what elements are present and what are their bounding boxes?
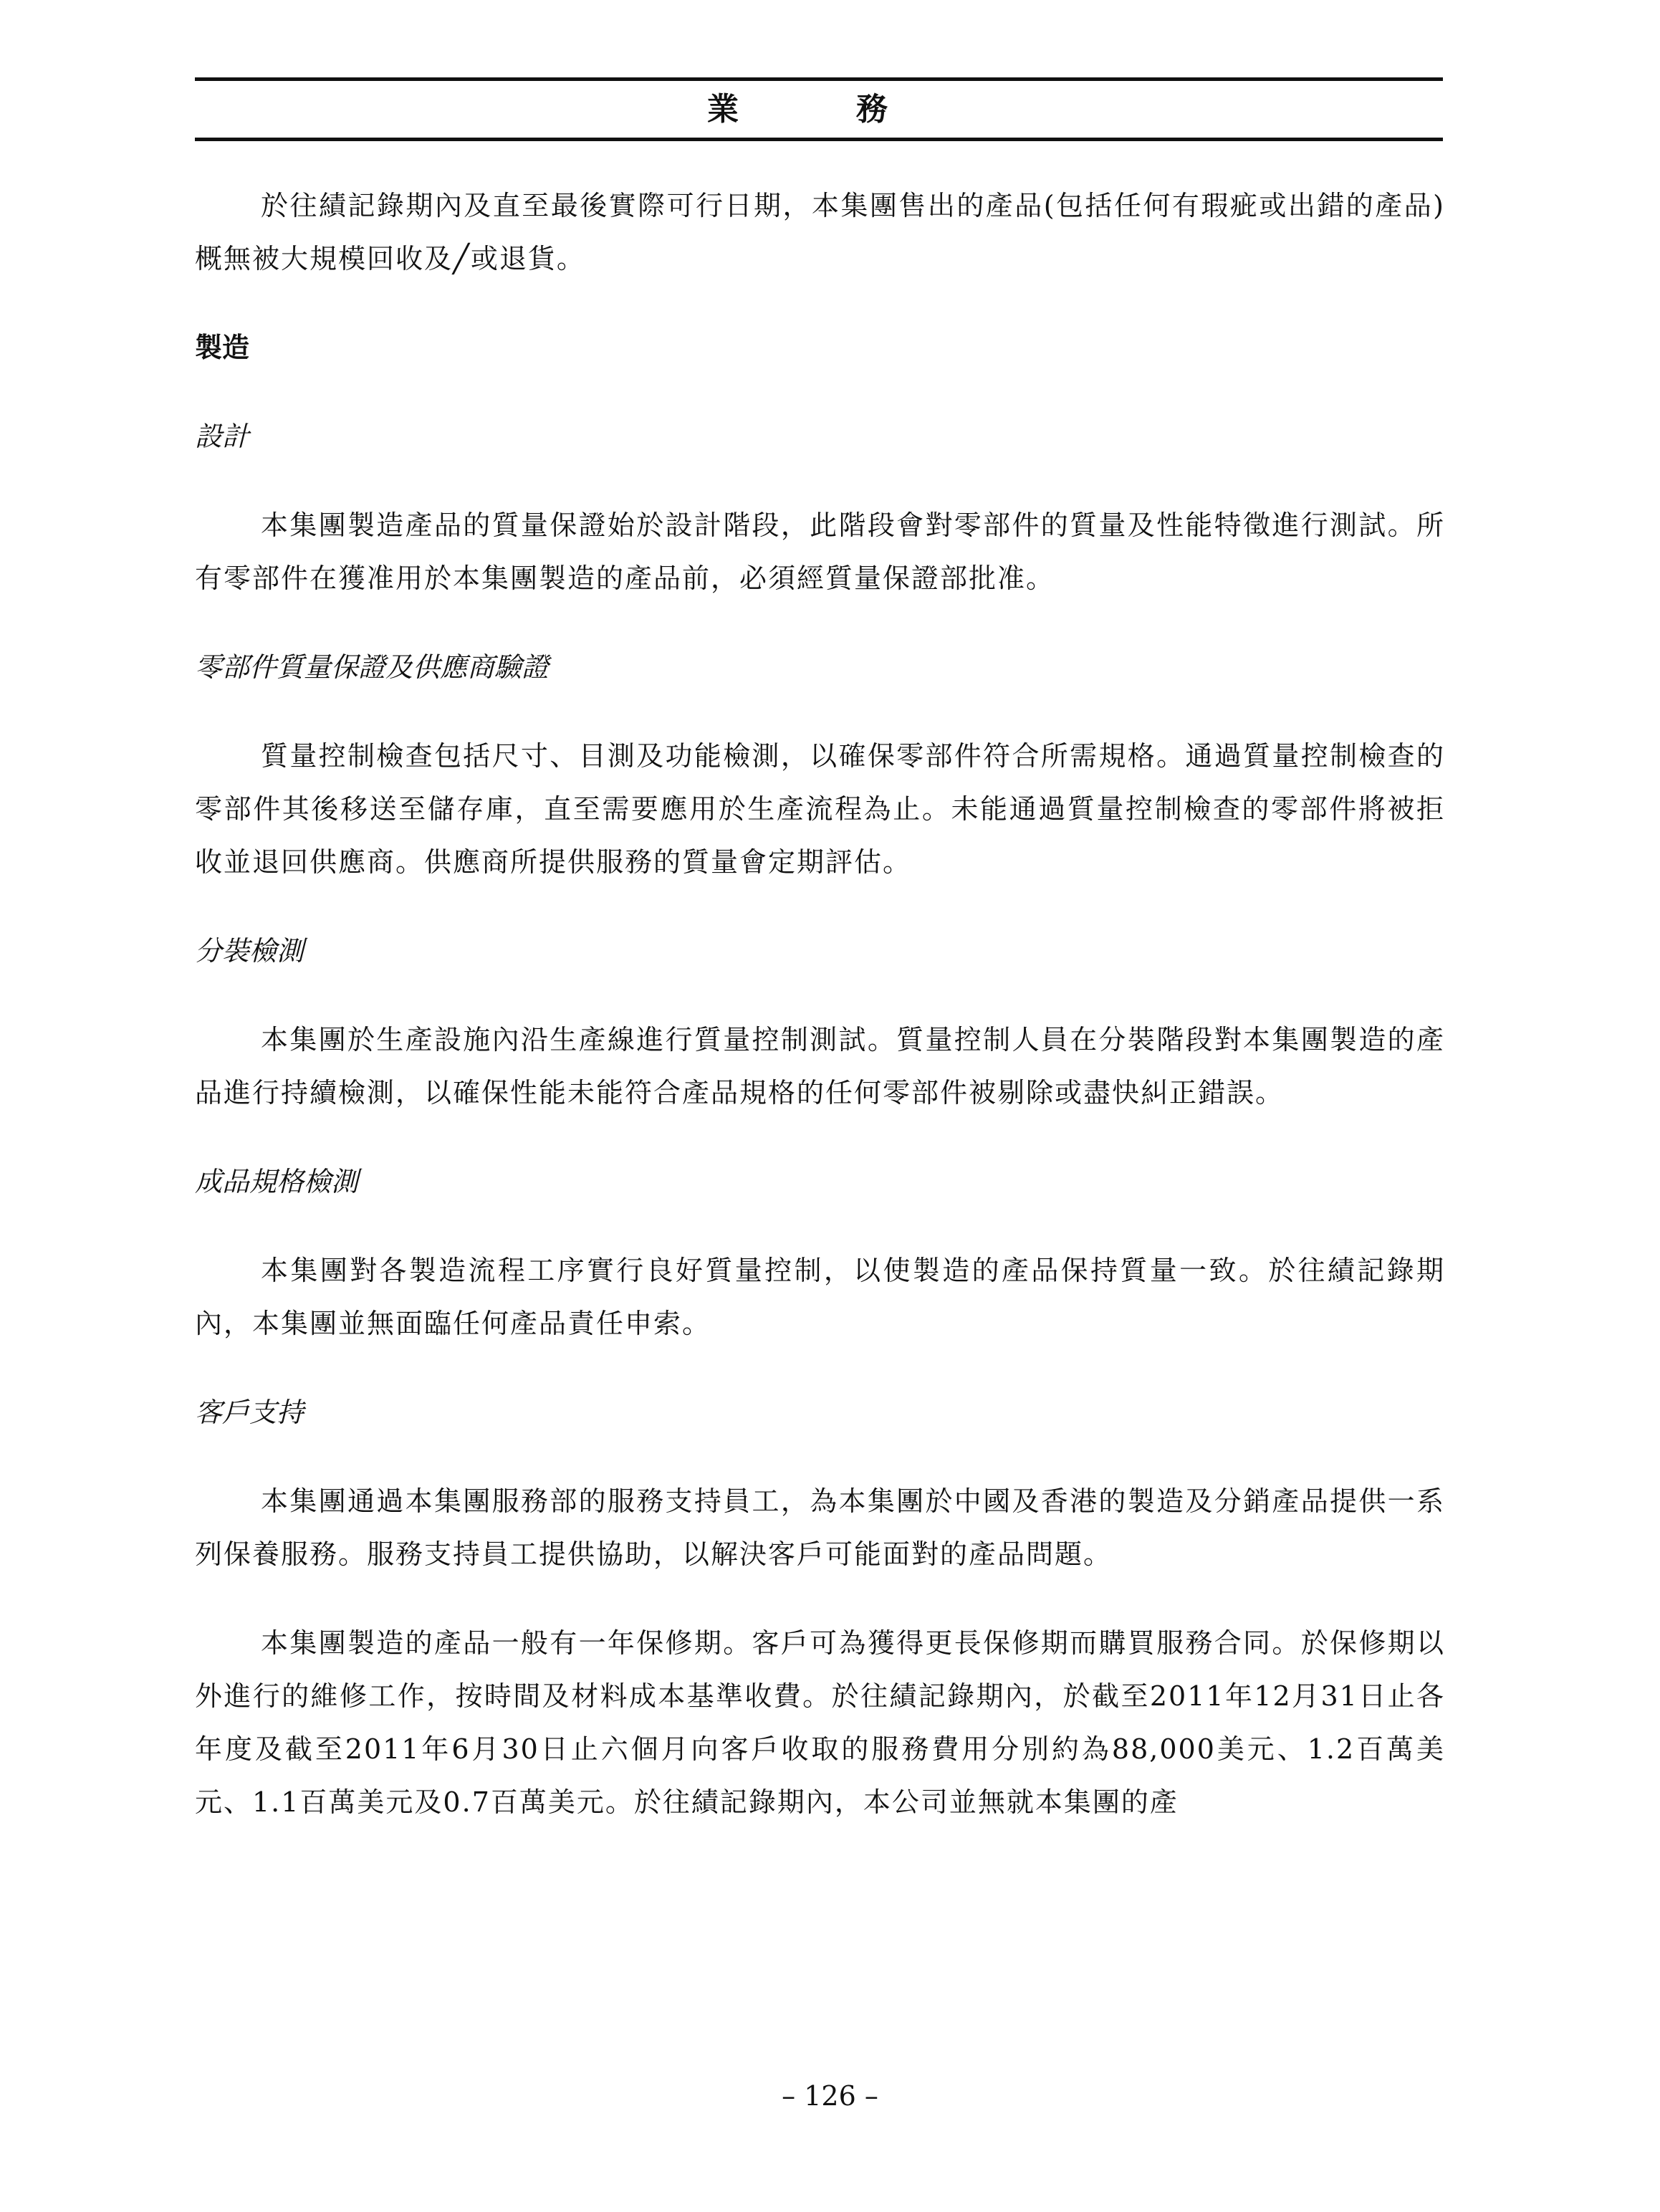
components-paragraph: 質量控制檢查包括尺寸、目測及功能檢測，以確保零部件符合所需規格。通過質量控制檢查的零部件其後移送至儲存庫，直至需要應用於生產流程為止。未能通過質量控制檢查的零部件將被拒收並退回供應商。供應商所提供服務的質量會定期評估。 <box>195 740 1445 878</box>
sub-heading-design: 設計 <box>195 421 250 452</box>
support-paragraph-2: 本集團製造的產品一般有一年保修期。客戶可為獲得更長保修期而購買服務合同。於保修期以外進行的維修工作，按時間及材料成本基準收費。於往績記錄期內，於截至2011年12月31日止各年度及截至2011年6月30日止六個月向客戶收取的服務費用分別約為88,000美元、1.2百萬美元、1.1百萬美元及0.7百萬美元。於往績記錄期內，本公司並無就本集團的產 <box>195 1627 1445 1818</box>
main-content <box>195 179 1445 1829</box>
header-top-rule <box>195 77 1443 81</box>
header-bottom-rule <box>195 138 1443 141</box>
page-title: 業 務 <box>707 91 931 128</box>
assembly-paragraph: 本集團於生產設施內沿生產線進行質量控制測試。質量控制人員在分裝階段對本集團製造的產品進行持續檢測，以確保性能未能符合產品規格的任何零部件被剔除或盡快糾正錯誤。 <box>195 1024 1445 1109</box>
spacer <box>195 1350 1445 1386</box>
finished-paragraph: 本集團對各製造流程工序實行良好質量控制，以使製造的產品保持質量一致。於往績記錄期內，本集團並無面臨任何產品責任申索。 <box>195 1255 1445 1339</box>
spacer <box>195 374 1445 410</box>
section-heading-manufacturing: 製造 <box>195 331 250 363</box>
sub-heading-support: 客戶支持 <box>195 1397 304 1428</box>
spacer <box>195 1119 1445 1155</box>
intro-paragraph: 於往績記錄期內及直至最後實際可行日期，本集團售出的產品(包括任何有瑕疵或出錯的產品)概無被大規模回收及╱或退貨。 <box>195 190 1445 274</box>
spacer <box>195 1581 1445 1617</box>
spacer <box>195 285 1445 321</box>
sub-heading-components: 零部件質量保證及供應商驗證 <box>195 651 550 683</box>
design-paragraph: 本集團製造產品的質量保證始於設計階段，此階段會對零部件的質量及性能特徵進行測試。所有零部件在獲准用於本集團製造的產品前，必須經質量保證部批准。 <box>195 509 1445 594</box>
spacer <box>195 694 1445 729</box>
page-number: – 126 – <box>782 2080 878 2112</box>
spacer <box>195 463 1445 499</box>
spacer <box>195 889 1445 924</box>
sub-heading-finished: 成品規格檢測 <box>195 1166 359 1197</box>
spacer <box>195 977 1445 1013</box>
spacer <box>195 605 1445 641</box>
spacer <box>195 1439 1445 1475</box>
spacer <box>195 1208 1445 1244</box>
support-paragraph-1: 本集團通過本集團服務部的服務支持員工，為本集團於中國及香港的製造及分銷產品提供一系列保養服務。服務支持員工提供協助，以解決客戶可能面對的產品問題。 <box>195 1485 1445 1570</box>
sub-heading-assembly: 分裝檢測 <box>195 935 304 967</box>
